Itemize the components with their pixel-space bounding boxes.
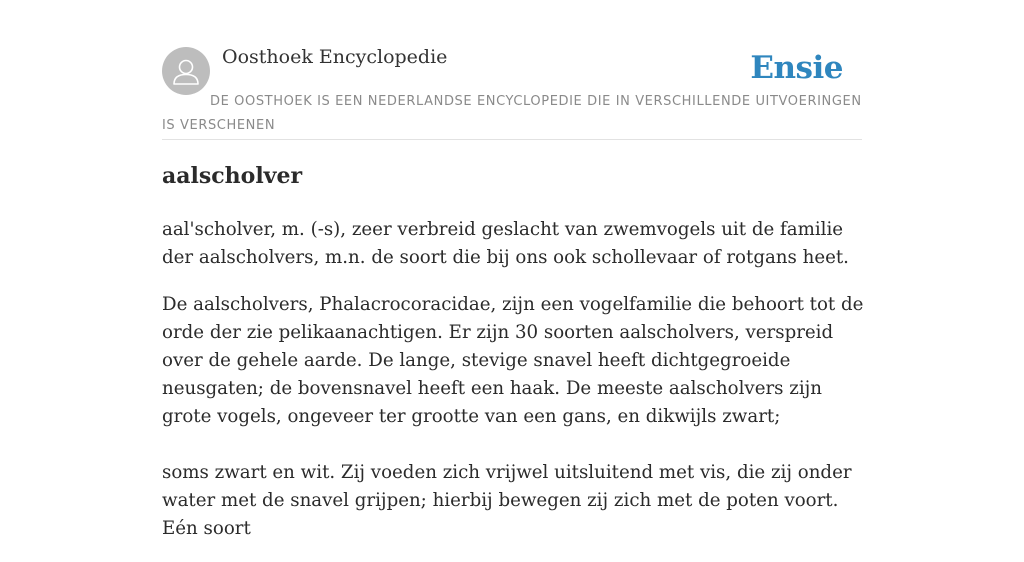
site-description: DE OOSTHOEK IS EEN NEDERLANDSE ENCYCLOPEDIE DIE IN VERSCHILLENDE UITVOERINGEN IS VERSCHENEN xyxy=(162,94,862,133)
article-paragraph: soms zwart en wit. Zij voeden zich vrijwel uitsluitend met vis, die zij onder water met de snavel grijpen; hierbij bewegen zij zich met de poten voort. Eén soort xyxy=(162,462,852,539)
article-paragraph: aal'scholver, m. (-s), zeer verbreid geslacht van zwemvogels uit de familie der aalscholvers, m.n. de soort die bij ons ook schollevaar of rotgans heet. xyxy=(162,219,849,268)
user-silhouette-icon xyxy=(162,47,210,95)
avatar[interactable] xyxy=(162,47,210,95)
article-paragraph: De aalscholvers, Phalacrocoracidae, zijn een vogelfamilie die behoort tot de orde der zie pelikaanachtigen. Er zijn 30 soorten aalscholvers, verspreid over de gehele aarde. De lange, stevige snavel heeft dichtgegroeide neusgaten; de bovensnavel heeft een haak. De meeste aalscholvers zijn grote vogels, ongeveer ter grootte van een gans, en dikwijls zwart; xyxy=(162,294,864,427)
site-title[interactable]: Oosthoek Encyclopedie xyxy=(222,46,448,68)
article-title: aalscholver xyxy=(162,163,303,189)
page xyxy=(162,0,864,539)
site-header xyxy=(162,0,862,140)
article-body xyxy=(162,216,864,562)
brand-logo[interactable]: Ensie xyxy=(750,50,843,86)
